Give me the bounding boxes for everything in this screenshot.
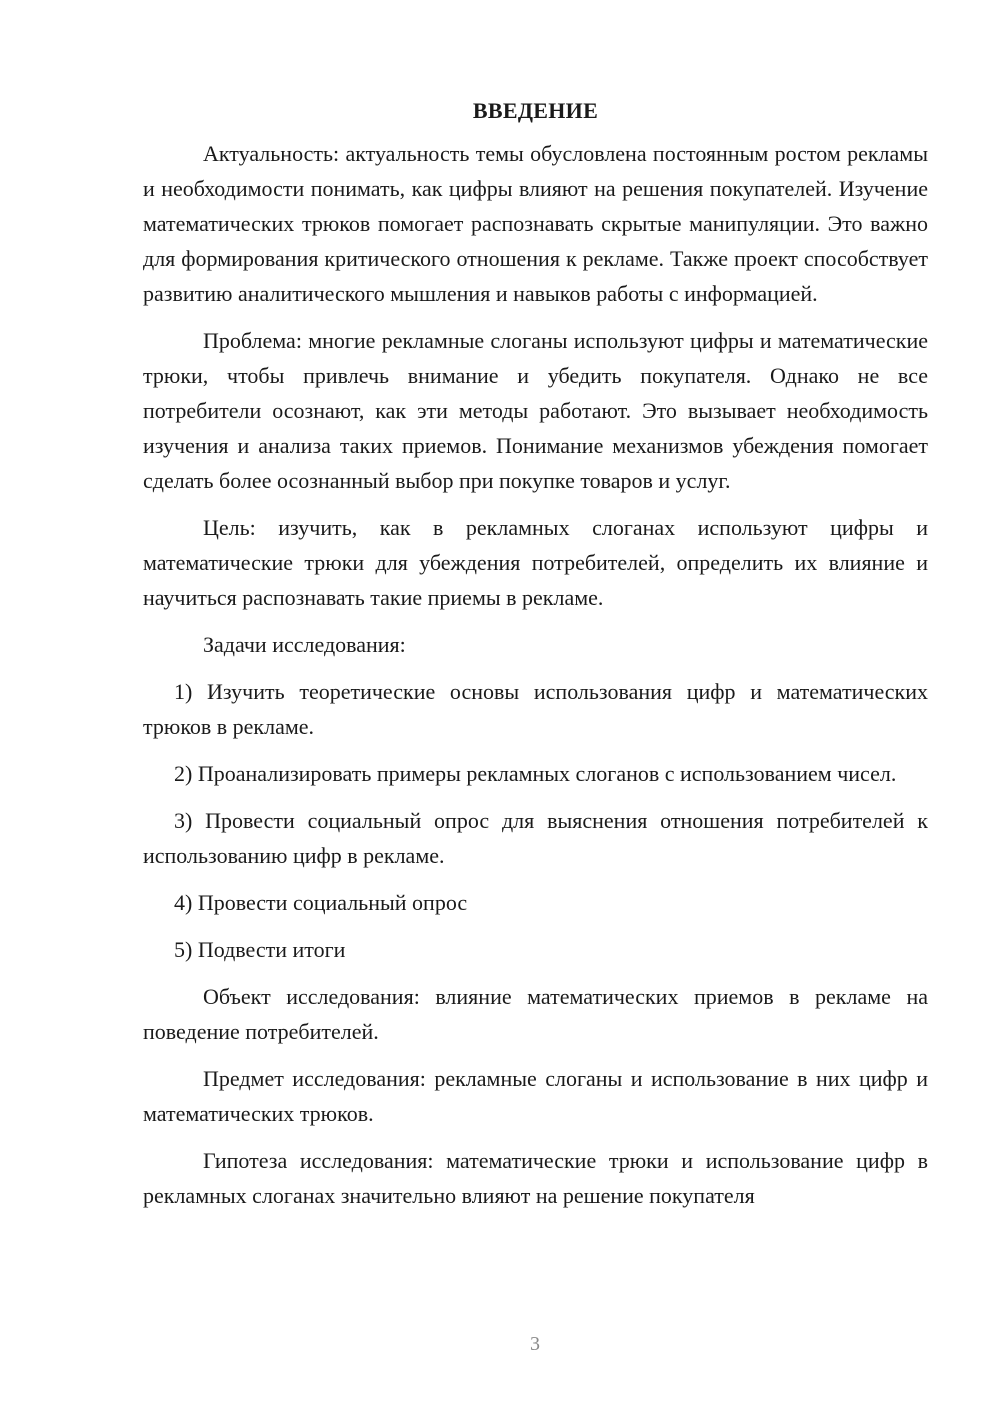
tasks-label: Задачи исследования: [203,632,406,657]
paragraph-hypothesis: Гипотеза исследования: математические трюки и использование цифр в рекламных слоганах значительно влияют на решение покупателя [143,1148,928,1208]
page-number: 3 [530,1333,540,1355]
section-title: ВВЕДЕНИЕ [472,98,599,123]
task-item-2: 2) Проанализировать примеры рекламных слоганов с использованием чисел. [174,761,897,786]
paragraph-subject: Предмет исследования: рекламные слоганы и использование в них цифр и математических трюков. [143,1066,928,1126]
paragraph-goal: Цель: изучить, как в рекламных слоганах используют цифры и математические трюки для убеждения потребителей, определить их влияние и научиться распознавать такие приемы в рекламе. [143,515,928,610]
task-item-5: 5) Подвести итоги [174,937,346,962]
task-item-4: 4) Провести социальный опрос [174,890,468,915]
document-page [143,96,928,1225]
paragraph-relevance: Актуальность: актуальность темы обусловлена постоянным ростом рекламы и необходимости понимать, как цифры влияют на решения покупателей. Изучение математических трюков помогает распознавать скрытые манипуляции. Это важно для формирования критического отношения к рекламе. Также проект способствует развитию аналитического мышления и навыков работы с информацией. [143,141,928,306]
task-list [143,674,928,967]
paragraph-problem: Проблема: многие рекламные слоганы используют цифры и математические трюки, чтобы привлечь внимание и убедить покупателя. Однако не все потребители осознают, как эти методы работают. Это вызывает необходимость изучения и анализа таких приемов. Понимание механизмов убеждения помогает сделать более осознанный выбор при покупке товаров и услуг. [143,328,928,493]
task-item-3: 3) Провести социальный опрос для выяснения отношения потребителей к использованию цифр в рекламе. [143,808,928,868]
paragraph-object: Объект исследования: влияние математических приемов в рекламе на поведение потребителей. [143,984,928,1044]
task-item-1: 1) Изучить теоретические основы использования цифр и математических трюков в рекламе. [143,679,928,739]
